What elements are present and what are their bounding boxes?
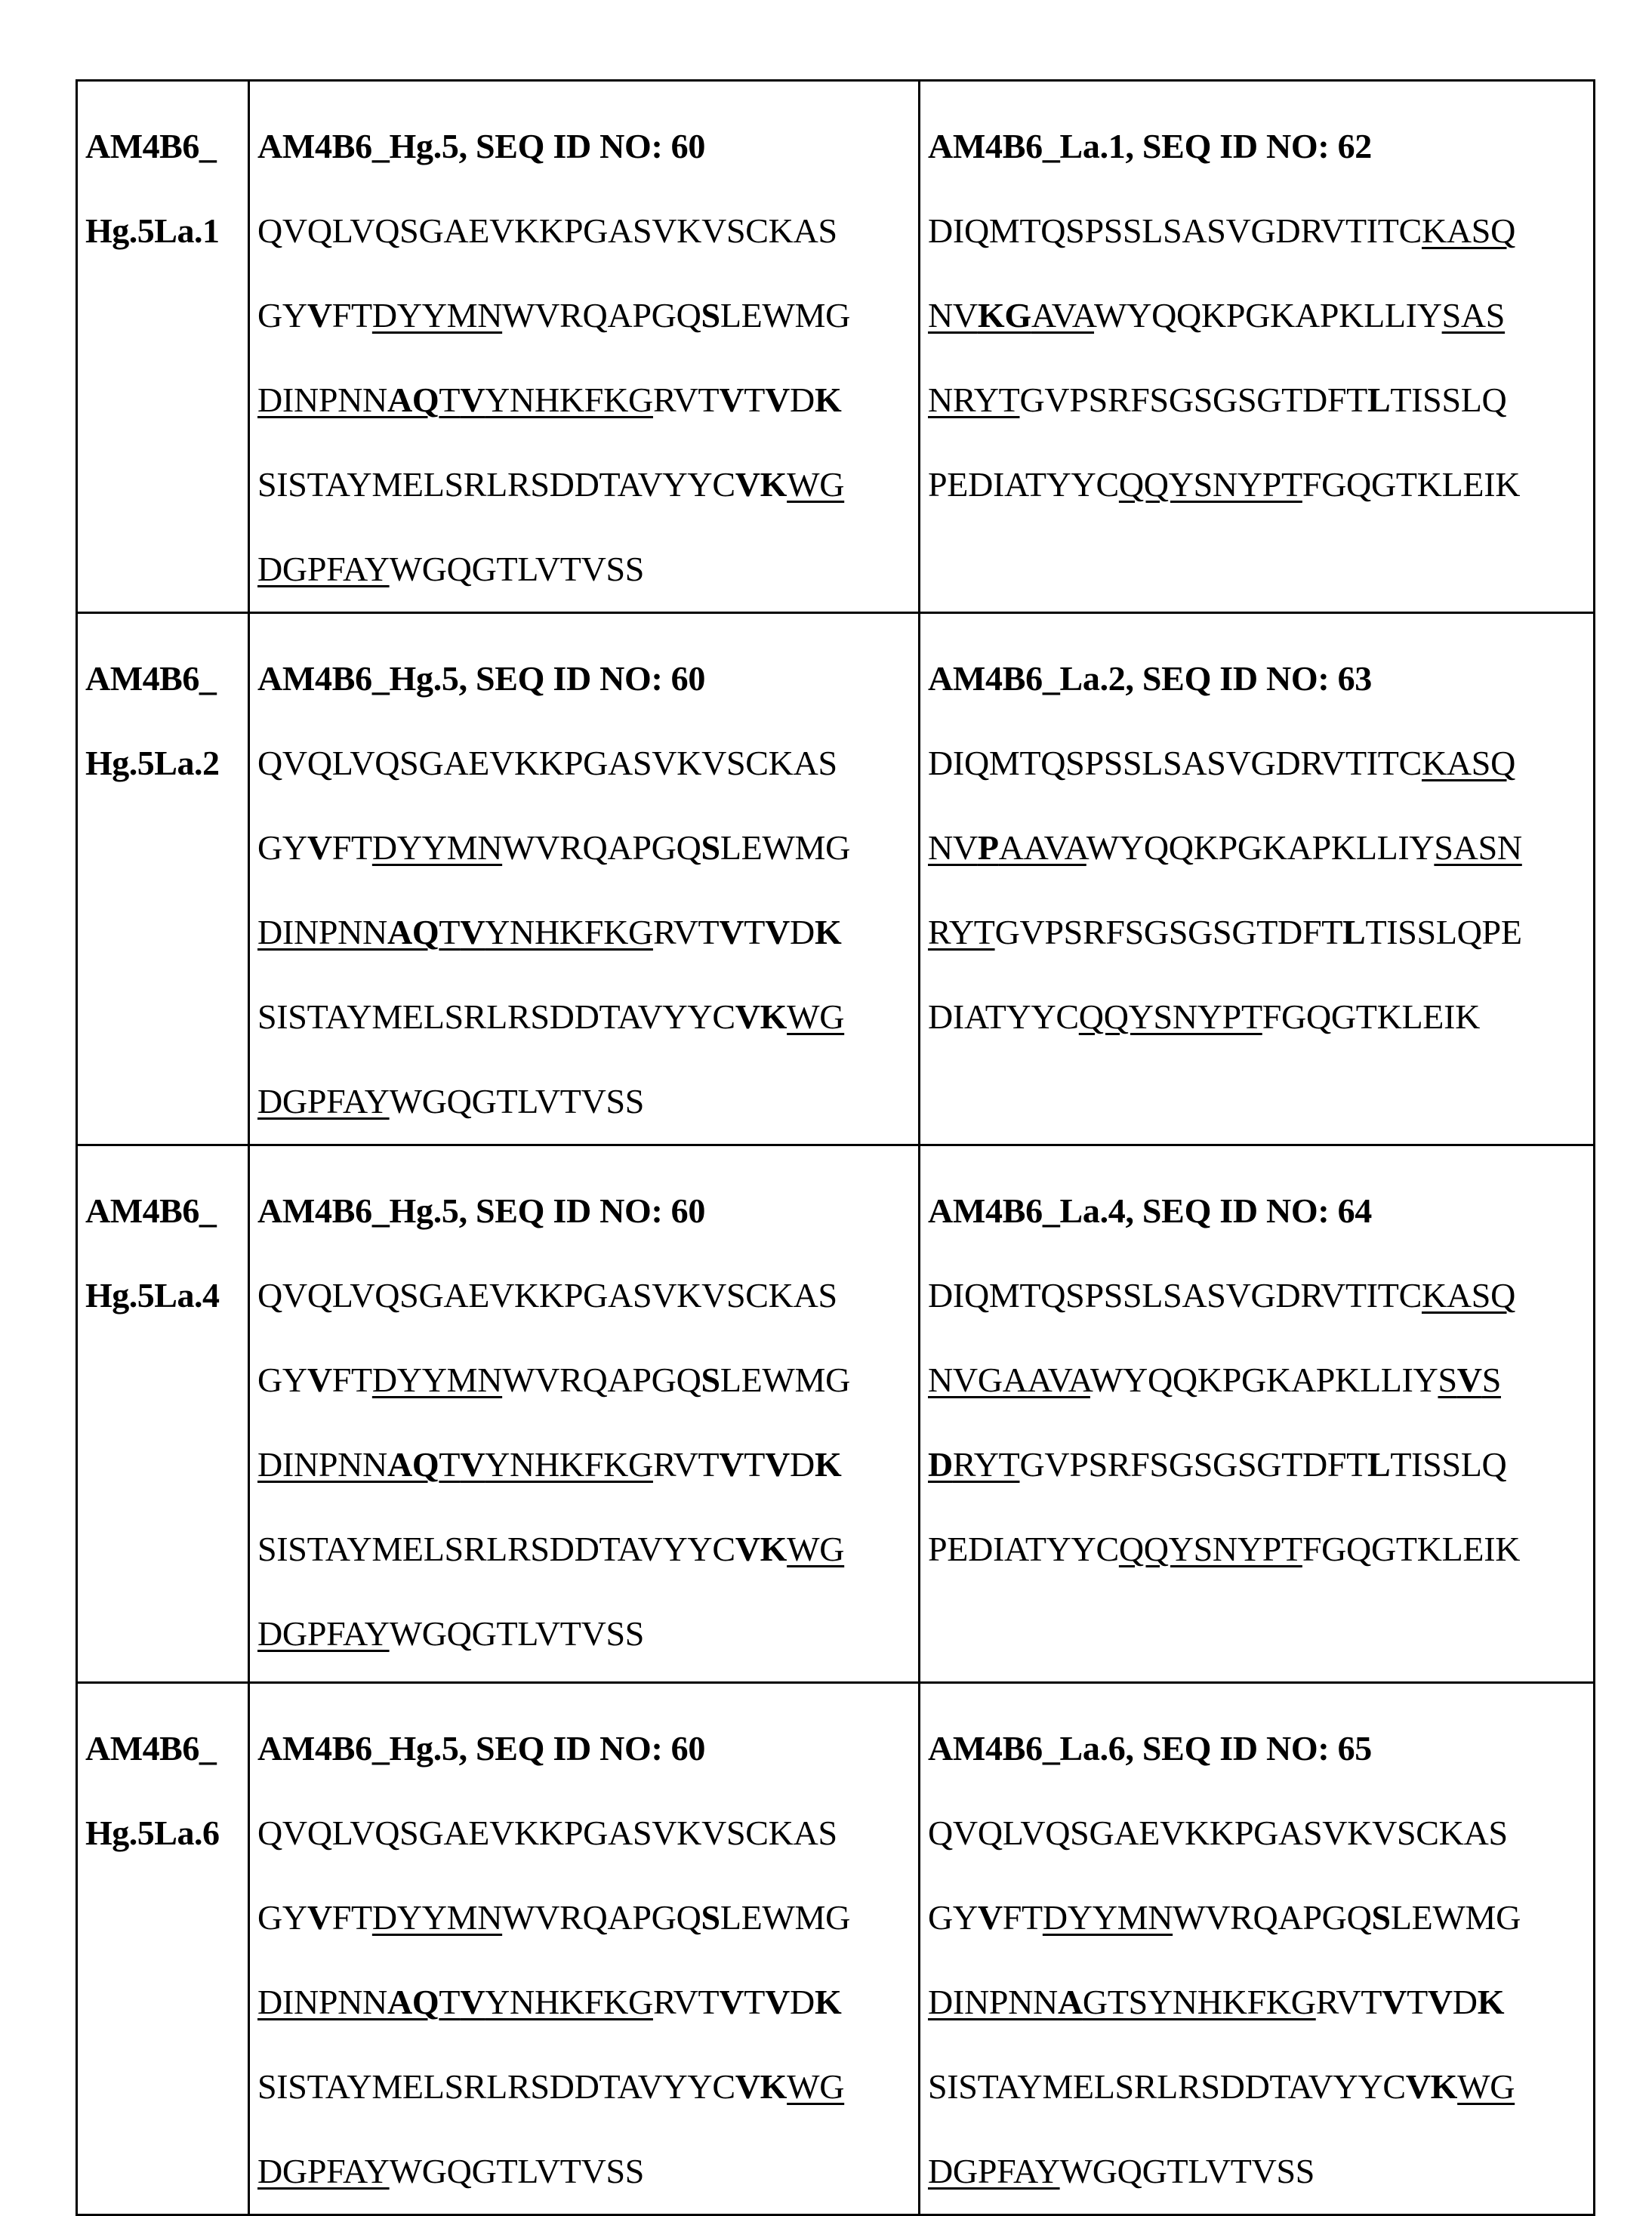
cdr-segment: S — [1438, 1361, 1457, 1399]
sequence-table — [76, 79, 1595, 2216]
cdr-segment: DINPNN — [257, 1983, 387, 2021]
heavy-chain-sequence — [257, 1253, 918, 1676]
sequence-segment: SISTAYMELSRLRSDDTAVYYC — [257, 2067, 735, 2106]
sequence-segment: D — [790, 913, 815, 951]
cdr-segment: SASN — [1434, 828, 1522, 867]
cdr-segment: AVA — [1031, 296, 1095, 334]
heavy-chain-sequence — [257, 1791, 918, 2214]
sequence-segment: VK — [735, 1530, 787, 1568]
sequence-line — [928, 1253, 1593, 1338]
sequence-segment: WVRQAPGQ — [502, 1898, 701, 1937]
sequence-segment: QVQLVQSGAEVKKPGASVKVSCKAS — [928, 1814, 1508, 1852]
cdr-segment: SAS — [1441, 296, 1506, 334]
sequence-segment: WVRQAPGQ — [502, 296, 701, 334]
cdr-segment: NRYT — [928, 381, 1020, 419]
sequence-segment: DIQMTQSPSSLSASVGDRVTITC — [928, 1276, 1422, 1314]
cdr-segment: DGPFAY — [257, 2152, 390, 2190]
sequence-segment: QVQLVQSGAEVKKPGASVKVSCKAS — [257, 1814, 837, 1852]
light-chain-header: AM4B6_La.1, SEQ ID NO: 62 — [928, 127, 1372, 165]
cdr-segment: V — [460, 1983, 485, 2021]
cdr-segment: QQYSNYPT — [1118, 465, 1302, 504]
cdr-segment: NV — [928, 828, 978, 867]
sequence-segment: V — [1427, 1983, 1453, 2021]
light-chain-sequence — [928, 189, 1593, 527]
sequence-segment: T — [1407, 1983, 1428, 2021]
light-chain-cell — [920, 1683, 1595, 2215]
light-chain-sequence — [928, 1253, 1593, 1592]
sequence-line — [928, 358, 1593, 442]
sequence-segment: VK — [735, 2067, 787, 2106]
sequence-segment: LEWMG — [1390, 1898, 1521, 1937]
sequence-segment: D — [790, 381, 815, 419]
sequence-line — [928, 2129, 1593, 2214]
sequence-segment: PEDIATYYC — [928, 465, 1119, 504]
cdr-segment: DYYMN — [371, 1898, 503, 1937]
sequence-segment: LEWMG — [720, 1898, 851, 1937]
sequence-line — [257, 2045, 918, 2129]
cdr-segment: DGPFAY — [257, 1614, 390, 1653]
sequence-segment: TISSLQ — [1390, 381, 1507, 419]
light-chain-header: AM4B6_La.4, SEQ ID NO: 64 — [928, 1191, 1372, 1230]
cdr-segment: AQ — [387, 1445, 439, 1484]
sequence-segment: S — [701, 296, 720, 334]
sequence-segment: V — [719, 1445, 744, 1484]
sequence-segment: V — [719, 1983, 744, 2021]
sequence-line — [257, 721, 918, 806]
sequence-line — [257, 1059, 918, 1144]
antibody-label-line: AM4B6_ — [85, 1191, 217, 1230]
sequence-segment: GVPSRFSGSGSGTDFT — [1019, 381, 1367, 419]
light-chain-header: AM4B6_La.2, SEQ ID NO: 63 — [928, 659, 1372, 698]
sequence-segment: SISTAYMELSRLRSDDTAVYYC — [257, 1530, 735, 1568]
light-chain-sequence — [928, 1791, 1593, 2214]
sequence-segment: RVT — [652, 1445, 720, 1484]
heavy-chain-header: AM4B6_Hg.5, SEQ ID NO: 60 — [257, 1191, 706, 1230]
sequence-segment: V — [977, 1898, 1003, 1937]
cdr-segment: YNHKFKG — [485, 381, 653, 419]
sequence-segment: GY — [257, 1361, 307, 1399]
sequence-segment: FT — [331, 1361, 372, 1399]
sequence-segment: QVQLVQSGAEVKKPGASVKVSCKAS — [257, 1276, 837, 1314]
sequence-segment: WYQQKPGKAPKLLIY — [1086, 828, 1435, 867]
sequence-line — [928, 189, 1593, 273]
sequence-line — [257, 1960, 918, 2045]
cdr-segment: S — [1481, 1361, 1501, 1399]
antibody-label-cell — [77, 81, 249, 613]
sequence-segment: PEDIATYYC — [928, 1530, 1119, 1568]
sequence-segment: LEWMG — [720, 1361, 851, 1399]
cdr-segment: NV — [928, 296, 978, 334]
cdr-segment: DINPNN — [928, 1983, 1058, 2021]
sequence-segment: RVT — [652, 381, 720, 419]
sequence-segment: K — [814, 1445, 842, 1484]
sequence-line — [257, 1875, 918, 1960]
sequence-segment: DIQMTQSPSSLSASVGDRVTITC — [928, 211, 1422, 250]
cdr-segment: WG — [787, 2067, 845, 2106]
sequence-segment: SISTAYMELSRLRSDDTAVYYC — [257, 997, 735, 1036]
cdr-segment: YNHKFKG — [485, 1445, 653, 1484]
sequence-line — [257, 2129, 918, 2214]
cdr-segment: WG — [787, 1530, 845, 1568]
sequence-segment: S — [701, 828, 720, 867]
sequence-line — [928, 806, 1593, 890]
cdr-segment: DGPFAY — [928, 2152, 1060, 2190]
table-row — [77, 1683, 1595, 2215]
heavy-chain-cell — [249, 1145, 920, 1683]
cdr-segment: AQ — [387, 381, 439, 419]
sequence-segment: FGQGTKLEIK — [1302, 465, 1521, 504]
cdr-segment: T — [439, 1445, 461, 1484]
heavy-chain-sequence — [257, 189, 918, 612]
cdr-segment: KG — [977, 296, 1031, 334]
cdr-segment: D — [928, 1445, 953, 1484]
antibody-label-line: Hg.5La.4 — [85, 1276, 220, 1314]
cdr-segment: T — [439, 1983, 461, 2021]
sequence-segment: K — [1477, 1983, 1505, 2021]
sequence-segment: RVT — [652, 913, 720, 951]
sequence-segment: GY — [928, 1898, 978, 1937]
sequence-segment: FT — [1002, 1898, 1043, 1937]
sequence-segment: WVRQAPGQ — [502, 828, 701, 867]
cdr-segment: DGPFAY — [257, 1082, 390, 1120]
cdr-segment: KASQ — [1421, 1276, 1516, 1314]
sequence-line — [257, 806, 918, 890]
light-chain-cell — [920, 613, 1595, 1145]
sequence-segment: QVQLVQSGAEVKKPGASVKVSCKAS — [257, 744, 837, 782]
sequence-segment: LEWMG — [720, 828, 851, 867]
cdr-segment: V — [460, 381, 485, 419]
sequence-line — [257, 1338, 918, 1422]
sequence-segment: WGQGTLVTVSS — [389, 1614, 645, 1653]
cdr-segment: WG — [1457, 2067, 1515, 2106]
sequence-segment: WVRQAPGQ — [1173, 1898, 1372, 1937]
sequence-line — [928, 442, 1593, 527]
sequence-segment: WGQGTLVTVSS — [389, 550, 645, 588]
heavy-chain-sequence — [257, 721, 918, 1144]
sequence-segment: V — [307, 828, 332, 867]
sequence-segment: V — [307, 1898, 332, 1937]
cdr-segment: YNHKFKG — [485, 1983, 653, 2021]
sequence-line — [928, 1791, 1593, 1875]
light-chain-sequence — [928, 721, 1593, 1059]
cdr-segment: QQYSNYPT — [1078, 997, 1262, 1036]
sequence-segment: WYQQKPGKAPKLLIY — [1094, 296, 1442, 334]
heavy-chain-cell — [249, 613, 920, 1145]
cdr-segment: AQ — [387, 1983, 439, 2021]
cdr-segment: NVGAAVA — [928, 1361, 1090, 1399]
sequence-segment: VK — [735, 997, 787, 1036]
sequence-segment: L — [1367, 381, 1391, 419]
table-row — [77, 81, 1595, 613]
sequence-segment: T — [744, 1983, 766, 2021]
sequence-segment: V — [307, 1361, 332, 1399]
sequence-segment: L — [1367, 1445, 1391, 1484]
sequence-line — [257, 527, 918, 612]
cdr-segment: V — [1456, 1361, 1482, 1399]
sequence-segment: QVQLVQSGAEVKKPGASVKVSCKAS — [257, 211, 837, 250]
cdr-segment: YNHKFKG — [485, 913, 653, 951]
cdr-segment: DINPNN — [257, 1445, 387, 1484]
sequence-segment: V — [765, 913, 791, 951]
sequence-segment: WYQQKPGKAPKLLIY — [1090, 1361, 1438, 1399]
cdr-segment: DINPNN — [257, 913, 387, 951]
table-row — [77, 1145, 1595, 1683]
sequence-segment: V — [719, 913, 744, 951]
antibody-label-line: Hg.5La.6 — [85, 1814, 220, 1852]
sequence-segment: V — [765, 1983, 791, 2021]
cdr-segment: T — [439, 913, 461, 951]
sequence-line — [928, 2045, 1593, 2129]
cdr-segment: T — [439, 381, 461, 419]
sequence-line — [928, 1875, 1593, 1960]
light-chain-cell — [920, 1145, 1595, 1683]
sequence-segment: GVPSRFSGSGSGTDFT — [994, 913, 1343, 951]
cdr-segment: DYYMN — [1042, 1898, 1173, 1937]
sequence-segment: GY — [257, 296, 307, 334]
sequence-segment: D — [790, 1983, 815, 2021]
heavy-chain-header: AM4B6_Hg.5, SEQ ID NO: 60 — [257, 1729, 706, 1768]
cdr-segment: V — [460, 913, 485, 951]
sequence-segment: VK — [735, 465, 787, 504]
sequence-line — [928, 273, 1593, 358]
antibody-label-line: Hg.5La.2 — [85, 744, 220, 782]
sequence-line — [257, 1253, 918, 1338]
sequence-segment: SISTAYMELSRLRSDDTAVYYC — [257, 465, 735, 504]
antibody-label-line: AM4B6_ — [85, 127, 217, 165]
sequence-segment: WGQGTLVTVSS — [389, 1082, 645, 1120]
sequence-line — [257, 358, 918, 442]
sequence-segment: FT — [331, 296, 372, 334]
sequence-segment: FGQGTKLEIK — [1262, 997, 1481, 1036]
light-chain-cell — [920, 81, 1595, 613]
sequence-line — [257, 890, 918, 975]
sequence-line — [928, 721, 1593, 806]
cdr-segment: WG — [787, 465, 845, 504]
cdr-segment: WG — [787, 997, 845, 1036]
sequence-segment: DIATYYC — [928, 997, 1079, 1036]
cdr-segment: KASQ — [1421, 211, 1516, 250]
sequence-line — [257, 189, 918, 273]
sequence-segment: V — [765, 381, 791, 419]
sequence-line — [928, 975, 1593, 1059]
antibody-label-cell — [77, 1683, 249, 2215]
sequence-segment: D — [1452, 1983, 1478, 2021]
cdr-segment: P — [977, 828, 999, 867]
cdr-segment: A — [1057, 1983, 1083, 2021]
heavy-chain-cell — [249, 1683, 920, 2215]
sequence-segment: WGQGTLVTVSS — [1059, 2152, 1315, 2190]
cdr-segment: QQYSNYPT — [1118, 1530, 1302, 1568]
sequence-segment: V — [765, 1445, 791, 1484]
cdr-segment: GTSYNHKFKG — [1082, 1983, 1316, 2021]
sequence-segment: FGQGTKLEIK — [1302, 1530, 1521, 1568]
heavy-chain-header: AM4B6_Hg.5, SEQ ID NO: 60 — [257, 659, 706, 698]
sequence-line — [928, 1422, 1593, 1507]
sequence-segment: S — [701, 1361, 720, 1399]
antibody-label-line: Hg.5La.1 — [85, 211, 220, 250]
antibody-label-cell — [77, 1145, 249, 1683]
sequence-segment: D — [790, 1445, 815, 1484]
cdr-segment: DYYMN — [371, 828, 503, 867]
sequence-segment: SISTAYMELSRLRSDDTAVYYC — [928, 2067, 1406, 2106]
sequence-segment: S — [701, 1898, 720, 1937]
sequence-segment: WVRQAPGQ — [502, 1361, 701, 1399]
antibody-label-cell — [77, 613, 249, 1145]
sequence-segment: S — [1371, 1898, 1391, 1937]
sequence-segment: V — [719, 381, 744, 419]
heavy-chain-cell — [249, 81, 920, 613]
sequence-segment: K — [814, 381, 842, 419]
cdr-segment: DINPNN — [257, 381, 387, 419]
sequence-segment: RVT — [1315, 1983, 1382, 2021]
cdr-segment: KASQ — [1421, 744, 1516, 782]
sequence-line — [257, 442, 918, 527]
sequence-line — [928, 890, 1593, 975]
antibody-label-line: AM4B6_ — [85, 659, 217, 698]
sequence-line — [257, 975, 918, 1059]
sequence-segment: FT — [331, 1898, 372, 1937]
sequence-segment: WGQGTLVTVSS — [389, 2152, 645, 2190]
sequence-segment: GY — [257, 1898, 307, 1937]
table-row — [77, 613, 1595, 1145]
sequence-segment: V — [307, 296, 332, 334]
cdr-segment: AQ — [387, 913, 439, 951]
sequence-line — [257, 1592, 918, 1676]
sequence-segment: K — [814, 913, 842, 951]
sequence-line — [257, 1791, 918, 1875]
sequence-segment: VK — [1405, 2067, 1458, 2106]
sequence-line — [257, 1422, 918, 1507]
sequence-line — [928, 1338, 1593, 1422]
cdr-segment: DYYMN — [371, 296, 503, 334]
cdr-segment: AAVA — [998, 828, 1086, 867]
sequence-segment: K — [814, 1983, 842, 2021]
antibody-label-line: AM4B6_ — [85, 1729, 217, 1768]
cdr-segment: DYYMN — [371, 1361, 503, 1399]
sequence-segment: T — [744, 1445, 766, 1484]
cdr-segment: V — [460, 1445, 485, 1484]
cdr-segment: RYT — [928, 913, 995, 951]
sequence-segment: LEWMG — [720, 296, 851, 334]
sequence-line — [928, 1960, 1593, 2045]
sequence-line — [928, 1507, 1593, 1592]
sequence-line — [257, 273, 918, 358]
sequence-segment: DIQMTQSPSSLSASVGDRVTITC — [928, 744, 1422, 782]
cdr-segment: RYT — [952, 1445, 1020, 1484]
sequence-segment: T — [744, 381, 766, 419]
sequence-segment: L — [1342, 913, 1366, 951]
sequence-line — [257, 1507, 918, 1592]
sequence-segment: RVT — [652, 1983, 720, 2021]
sequence-segment: TISSLQPE — [1365, 913, 1522, 951]
heavy-chain-header: AM4B6_Hg.5, SEQ ID NO: 60 — [257, 127, 706, 165]
light-chain-header: AM4B6_La.6, SEQ ID NO: 65 — [928, 1729, 1372, 1768]
sequence-segment: GY — [257, 828, 307, 867]
sequence-segment: V — [1382, 1983, 1407, 2021]
sequence-segment: TISSLQ — [1390, 1445, 1507, 1484]
sequence-segment: T — [744, 913, 766, 951]
sequence-segment: FT — [331, 828, 372, 867]
cdr-segment: DGPFAY — [257, 550, 390, 588]
sequence-segment: GVPSRFSGSGSGTDFT — [1019, 1445, 1367, 1484]
